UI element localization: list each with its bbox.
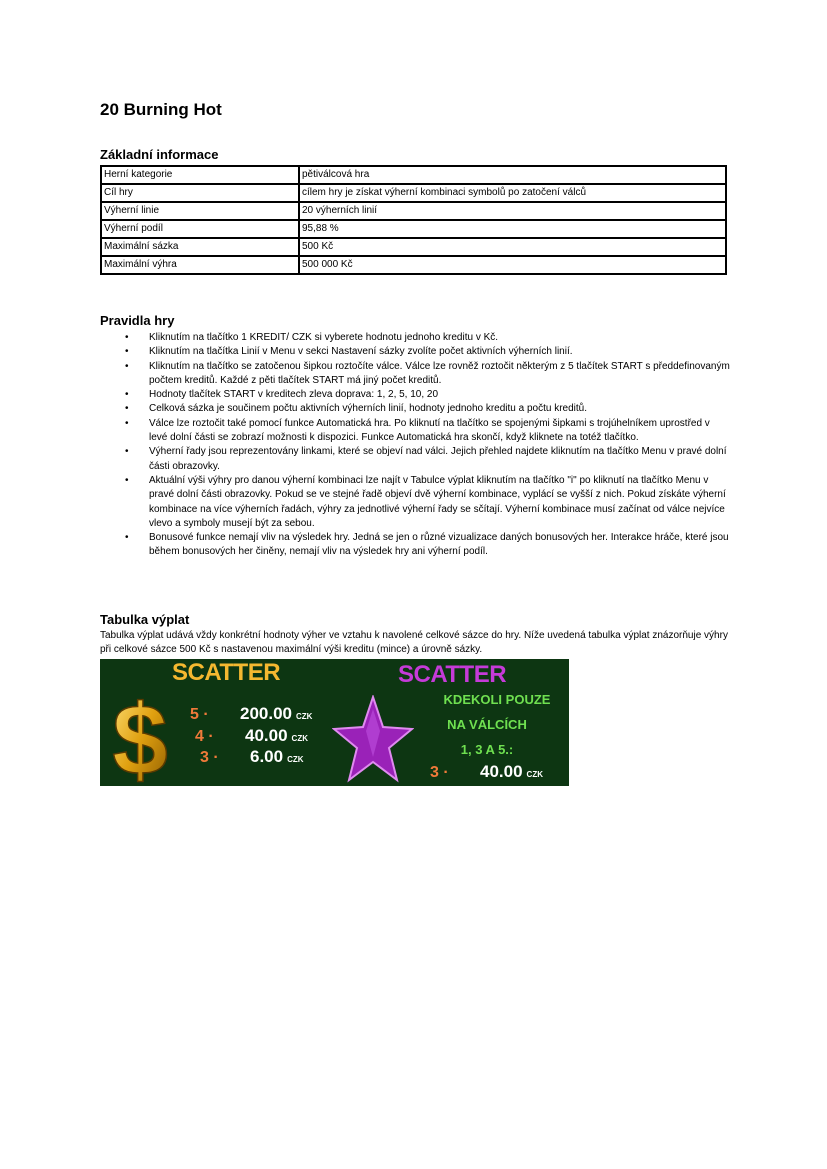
star-icon xyxy=(332,695,414,783)
left-pay-row: 5 · 200.00 CZK xyxy=(190,704,313,723)
scatter-title-left: SCATTER xyxy=(172,659,281,686)
rule-text: Kliknutím na tlačítko se zatočenou šipkou roztočíte válce. Válce lze rovněž roztočit některým z 5 tlačítek START s předdefinovaným počtem kreditů. Každé z pěti tlačítek START má jiný počet kreditů. xyxy=(149,360,730,386)
bullet: • xyxy=(125,346,129,358)
scatter-title-right: SCATTER xyxy=(398,661,507,688)
info-row xyxy=(101,202,726,220)
paytable-image xyxy=(100,659,569,786)
rule-text: Výherní řady jsou reprezentovány linkami, které se objeví nad válci. Jejich přehled najdete kliknutím na tlačítko Menu v pravé dolní části obrazovky. xyxy=(149,446,727,472)
rule-text: Aktuální výši výhry pro danou výherní kombinaci lze najít v Tabulce výplat kliknutím na tlačítko "i" po kliknutí na tlačítko Menu v pravé dolní části obrazovky. Pokud se ve stejné řadě objeví dvě výherní kombinace, vyplácí se vyšší z nich. Pokud získáte výherní kombinace na více výherních řadách, výhry za jednotlivé výherní řady se sčítají. Výherní kombinace musí začínat od válce nejvíce vlevo a symboly musejí být za sebou. xyxy=(149,474,726,529)
info-key: Maximální výhra xyxy=(101,256,299,274)
left-pay-row: 4 · 40.00 CZK xyxy=(195,726,308,745)
rules-heading: Pravidla hry xyxy=(100,313,175,328)
info-row xyxy=(101,238,726,256)
rule-text: Celková sázka je součinem počtu aktivních výherních linií, hodnoty jednoho kreditu a počtu kreditů. xyxy=(149,403,588,415)
info-row xyxy=(101,220,726,238)
bullet: • xyxy=(125,446,129,458)
basic-info-heading: Základní informace xyxy=(100,147,219,162)
rule-text: Hodnoty tlačítek START v kreditech zleva doprava: 1, 2, 5, 10, 20 xyxy=(149,389,439,401)
scatter-note-line: 1, 3 A 5.: xyxy=(460,742,514,757)
rule-text: Válce lze roztočit také pomocí funkce Automatická hra. Po kliknutí na tlačítko se spojenými šipkami s trojúhelníkem uprostřed v levé dolní části se zobrazí možnosti k dispozici. Funkce Automatická hra skončí, když kliknete na totéž tlačítko. xyxy=(149,417,710,444)
info-value: pětiválcová hra xyxy=(299,166,726,184)
scatter-note-line: KDEKOLI POUZE xyxy=(443,692,551,707)
rule-item xyxy=(125,402,730,416)
rule-item xyxy=(125,388,730,402)
info-value: 500 Kč xyxy=(299,238,726,256)
info-key: Výherní podíl xyxy=(101,220,299,238)
paytable-description: Tabulka výplat udává vždy konkrétní hodnoty výher ve vztahu k navolené celkové sázce do hry. Níže uvedená tabulka výplat znázorňuje výhry při celkové sázce 500 Kč s nastavenou maximální výši kreditu (mince) a úrovně sázky. xyxy=(100,630,728,656)
bullet: • xyxy=(125,403,129,415)
paytable-heading: Tabulka výplat xyxy=(100,612,190,627)
rule-item xyxy=(125,531,730,560)
bullet: • xyxy=(125,417,129,429)
left-pay-row: 3 · 6.00 CZK xyxy=(200,747,304,766)
info-value: cílem hry je získat výherní kombinaci symbolů po zatočení válců xyxy=(299,184,726,202)
rule-item xyxy=(125,345,730,359)
bullet: • xyxy=(125,332,129,343)
scatter-note-line: NA VÁLCÍCH xyxy=(447,717,527,732)
rules-list xyxy=(100,331,730,560)
svg-text:$: $ xyxy=(112,689,168,784)
info-value: 20 výherních linií xyxy=(299,202,726,220)
rule-item xyxy=(125,474,730,531)
info-key: Výherní linie xyxy=(101,202,299,220)
bullet: • xyxy=(125,474,129,486)
rule-item xyxy=(125,360,730,389)
basic-info-table xyxy=(100,165,727,275)
right-pay-row: 3 · 40.00 CZK xyxy=(430,762,543,781)
bullet: • xyxy=(125,360,129,372)
rule-text: Kliknutím na tlačítko 1 KREDIT/ CZK si vyberete hodnotu jednoho kreditu v Kč. xyxy=(149,332,499,343)
rule-item xyxy=(125,417,730,446)
info-row xyxy=(101,184,726,202)
info-value: 95,88 % xyxy=(299,220,726,238)
rule-text: Kliknutím na tlačítka Linií v Menu v sekci Nastavení sázky zvolíte počet aktivních výherních linií. xyxy=(149,346,573,358)
page-title: 20 Burning Hot xyxy=(100,100,222,119)
rule-text: Bonusové funkce nemají vliv na výsledek hry. Jedná se jen o různé vizualizace daných bonusových her. Interakce hráče, které jsou během bonusových her činěny, nemají vliv na výsledek hry ani výherní podíl. xyxy=(149,532,729,558)
info-key: Cíl hry xyxy=(101,184,299,202)
info-row xyxy=(101,166,726,184)
bullet: • xyxy=(125,389,129,401)
dollar-icon xyxy=(106,689,174,784)
rule-item xyxy=(125,331,730,345)
info-key: Herní kategorie xyxy=(101,166,299,184)
info-value: 500 000 Kč xyxy=(299,256,726,274)
info-key: Maximální sázka xyxy=(101,238,299,256)
info-row xyxy=(101,256,726,274)
bullet: • xyxy=(125,532,129,544)
rule-item xyxy=(125,445,730,474)
